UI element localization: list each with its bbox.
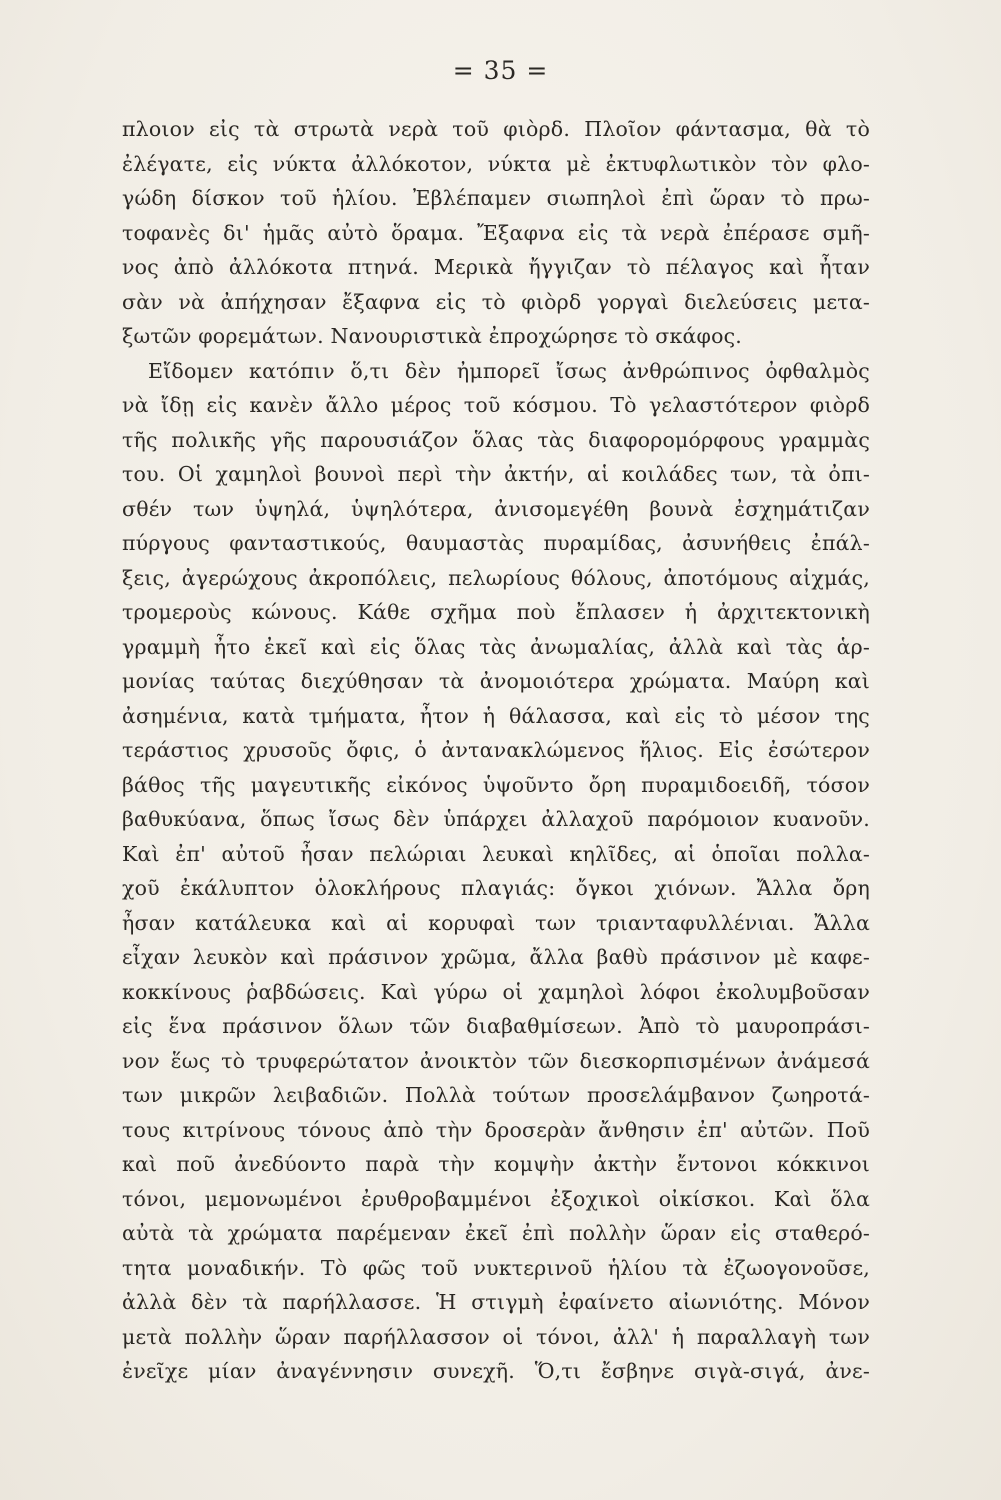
text-line: εἶχαν λευκὸν καὶ πράσινον χρῶμα, ἄλλα βαθὺ πράσινον μὲ καφε- — [122, 945, 870, 969]
text-line: γραμμὴ ἦτο ἐκεῖ καὶ εἰς ὅλας τὰς ἀνωμαλίας, ἀλλὰ καὶ τὰς ἁρ- — [122, 634, 870, 659]
text-line: εἰς ἕνα πράσινον ὅλων τῶν διαβαθμίσεων. Ἀπὸ τὸ μαυροπράσι- — [122, 1014, 870, 1038]
text-line: τους κιτρίνους τόνους ἀπὸ τὴν δροσερὰν ἄνθησιν ἐπ' αὐτῶν. Ποῦ — [122, 1117, 870, 1142]
text-line: ξεις, ἀγερώχους ἀκροπόλεις, πελωρίους θόλους, ἀποτόμους αἰχμάς, — [122, 565, 870, 590]
text-line: του. Οἱ χαμηλοὶ βουνοὶ περὶ τὴν ἀκτήν, αἱ κοιλάδες των, τὰ ὀπι- — [122, 462, 870, 486]
text-line: τητα μοναδικήν. Τὸ φῶς τοῦ νυκτερινοῦ ἡλίου τὰ ἐζωογονοῦσε, — [122, 1255, 870, 1280]
text-line: πύργους φανταστικούς, θαυμαστὰς πυραμίδας, ἀσυνήθεις ἐπάλ- — [122, 531, 870, 555]
text-line: χοῦ ἐκάλυπτον ὁλοκλήρους πλαγιάς: ὄγκοι χιόνων. Ἄλλα ὄρη — [122, 876, 870, 900]
text-line: ἀλλὰ δὲν τὰ παρήλλασσε. Ἡ στιγμὴ ἐφαίνετο αἰωνιότης. Μόνον — [122, 1290, 870, 1314]
text-line: Εἴδομεν κατόπιν ὅ,τι δὲν ἠμπορεῖ ἴσως ἀνθρώπινος ὀφθαλμὸς — [148, 358, 870, 383]
text-line: ἦσαν κατάλευκα καὶ αἱ κορυφαὶ των τριανταφυλλένιαι. Ἄλλα — [122, 910, 870, 935]
text-line: πλοιον εἰς τὰ στρωτὰ νερὰ τοῦ φιὸρδ. Πλοῖον φάντασμα, θὰ τὸ — [122, 117, 870, 141]
text-line: κοκκίνους ῥαβδώσεις. Καὶ γύρω οἱ χαμηλοὶ λόφοι ἐκολυμβοῦσαν — [122, 979, 870, 1004]
text-line: βάθος τῆς μαγευτικῆς εἰκόνος ὑψοῦντο ὄρη πυραμιδοειδῆ, τόσον — [122, 772, 870, 797]
text-line: των μικρῶν λειβαδιῶν. Πολλὰ τούτων προσελάμβανον ζωηροτά- — [122, 1083, 870, 1107]
text-line: τῆς πολικῆς γῆς παρουσιάζον ὅλας τὰς διαφορομόρφους γραμμὰς — [122, 427, 870, 452]
text-line: βαθυκύανα, ὅπως ἴσως δὲν ὑπάρχει ἀλλαχοῦ παρόμοιον κυανοῦν. — [122, 807, 870, 831]
text-line: γώδη δίσκον τοῦ ἡλίου. Ἐβλέπαμεν σιωπηλοὶ ἐπὶ ὥραν τὸ πρω- — [122, 186, 870, 210]
text-line: ἀσημένια, κατὰ τμήματα, ἦτον ἡ θάλασσα, καὶ εἰς τὸ μέσον της — [122, 703, 870, 728]
text-line: ἐνεῖχε μίαν ἀναγέννησιν συνεχῆ. Ὅ,τι ἔσβηνε σιγὰ-σιγά, ἀνε- — [122, 1359, 870, 1383]
body-text — [122, 112, 870, 1389]
text-line: σθέν των ὑψηλά, ὑψηλότερα, ἀνισομεγέθη βουνὰ ἐσχημάτιζαν — [122, 496, 870, 521]
text-line: τοφανὲς δι' ἡμᾶς αὐτὸ ὅραμα. Ἔξαφνα εἰς τὰ νερὰ ἐπέρασε σμῆ- — [122, 220, 870, 245]
text-line: καὶ ποῦ ἀνεδύοντο παρὰ τὴν κομψὴν ἀκτὴν ἔντονοι κόκκινοι — [122, 1152, 870, 1176]
text-line: τόνοι, μεμονωμένοι ἐρυθροβαμμένοι ἐξοχικοὶ οἰκίσκοι. Καὶ ὅλα — [122, 1186, 870, 1211]
text-line: αὐτὰ τὰ χρώματα παρέμεναν ἐκεῖ ἐπὶ πολλὴν ὥραν εἰς σταθερό- — [122, 1221, 870, 1245]
text-line: σὰν νὰ ἀπήχησαν ἔξαφνα εἰς τὸ φιὸρδ γοργαὶ διελεύσεις μετα- — [122, 289, 870, 314]
text-line: Καὶ ἐπ' αὐτοῦ ἦσαν πελώριαι λευκαὶ κηλῖδες, αἱ ὁποῖαι πολλα- — [122, 841, 870, 866]
text-line: νον ἕως τὸ τρυφερώτατον ἀνοικτὸν τῶν διεσκορπισμένων ἀνάμεσά — [122, 1048, 870, 1073]
text-line: τρομεροὺς κώνους. Κάθε σχῆμα ποὺ ἔπλασεν ἡ ἀρχιτεκτονικὴ — [122, 600, 870, 624]
text-line: νος ἀπὸ ἀλλόκοτα πτηνά. Μερικὰ ἤγγιζαν τὸ πέλαγος καὶ ἦταν — [122, 255, 870, 279]
text-line: νὰ ἴδῃ εἰς κανὲν ἄλλο μέρος τοῦ κόσμου. Τὸ γελαστότερον φιὸρδ — [122, 393, 870, 417]
page-number: = 35 = — [452, 56, 549, 85]
text-line: μετὰ πολλὴν ὥραν παρήλλασσον οἱ τόνοι, ἀλλ' ἡ παραλλαγὴ των — [122, 1324, 870, 1349]
text-line: τεράστιος χρυσοῦς ὄφις, ὁ ἀντανακλώμενος ἥλιος. Εἰς ἐσώτερον — [122, 738, 870, 762]
text-line: ξωτῶν φορεμάτων. Νανουριστικὰ ἐπροχώρησε τὸ σκάφος. — [122, 324, 743, 348]
text-line: ἐλέγατε, εἰς νύκτα ἀλλόκοτον, νύκτα μὲ ἐκτυφλωτικὸν τὸν φλο- — [122, 151, 870, 176]
text-line: μονίας ταύτας διεχύθησαν τὰ ἀνομοιότερα χρώματα. Μαύρη καὶ — [122, 669, 870, 693]
